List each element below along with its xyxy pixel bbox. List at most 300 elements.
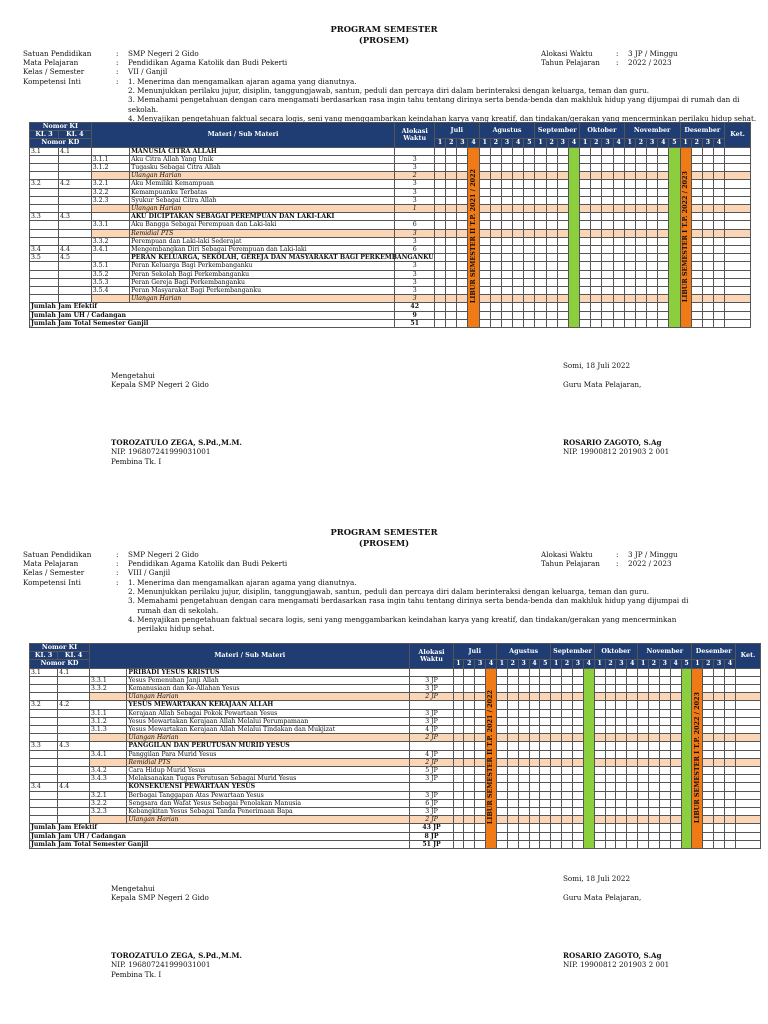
week-cell	[434, 303, 445, 311]
table-row	[30, 685, 761, 693]
kd-4: 4.4	[59, 246, 92, 254]
month-header: Agustus	[479, 123, 535, 139]
alokasi-cell: 3 JP	[410, 791, 453, 799]
week-cell	[624, 188, 635, 196]
kd-4	[58, 758, 90, 766]
month-header: Oktober	[580, 123, 625, 139]
table-row	[30, 188, 751, 196]
kd-3	[30, 734, 58, 742]
week-cell	[518, 799, 529, 807]
week-cell	[572, 685, 583, 693]
week-cell	[479, 319, 490, 327]
sub-kd: 3.3.1	[91, 221, 129, 229]
alokasi-cell: 6 JP	[410, 799, 453, 807]
week-cell	[714, 775, 725, 783]
week-cell	[529, 676, 540, 684]
week-cell	[446, 295, 457, 303]
nomor-kd-header: Nomor KD	[30, 660, 90, 668]
ki-item: 4. Menyajikan pengetahuan faktual secara logis, seni yang menggambarkan keindahan karya yang kreatif, dan tindakan/gerakan yang mencerminkan	[128, 614, 677, 624]
materi-cell: Ulangan Harian	[130, 172, 395, 180]
week-cell	[457, 196, 468, 204]
week-cell	[551, 758, 562, 766]
week-cell	[691, 147, 702, 155]
week-cell	[659, 808, 670, 816]
week-cell	[658, 237, 669, 245]
week-cell	[703, 808, 714, 816]
week-number: 3	[475, 660, 486, 668]
week-cell	[624, 164, 635, 172]
week-cell	[702, 262, 713, 270]
table-row	[30, 693, 761, 701]
month-header: Juli	[453, 644, 496, 660]
week-cell	[529, 709, 540, 717]
week-cell	[446, 287, 457, 295]
week-cell	[546, 221, 557, 229]
week-cell	[479, 172, 490, 180]
week-cell	[647, 213, 658, 221]
week-cell	[616, 709, 627, 717]
alokasi-cell: 4 JP	[410, 726, 453, 734]
week-cell	[562, 767, 573, 775]
week-cell	[535, 147, 546, 155]
week-number: 4	[513, 139, 524, 147]
week-cell	[613, 229, 624, 237]
materi-cell: Tugasku Sebagai Citra Allah	[130, 164, 395, 172]
alokasi-cell: 6	[395, 246, 435, 254]
week-cell	[496, 717, 507, 725]
week-cell	[551, 717, 562, 725]
week-cell	[551, 840, 562, 848]
kd-4	[58, 676, 90, 684]
week-cell	[602, 246, 613, 254]
alokasi-cell	[410, 668, 453, 676]
week-number: 5	[681, 660, 692, 668]
tahun-value: 2022 / 2023	[628, 559, 672, 569]
week-cell	[434, 221, 445, 229]
week-cell	[557, 295, 568, 303]
week-cell	[713, 205, 724, 213]
week-cell	[635, 180, 646, 188]
month-header: November	[638, 644, 692, 660]
week-cell	[613, 303, 624, 311]
week-cell	[702, 319, 713, 327]
ket-header: Ket.	[735, 644, 760, 669]
week-cell	[691, 278, 702, 286]
week-cell	[475, 676, 486, 684]
materi-cell: Aku Citra Allah Yang Unik	[130, 155, 395, 163]
week-cell	[551, 808, 562, 816]
week-cell	[670, 783, 681, 791]
week-cell	[518, 791, 529, 799]
week-cell	[551, 701, 562, 709]
week-cell	[613, 155, 624, 163]
week-cell	[551, 824, 562, 832]
week-cell	[714, 726, 725, 734]
week-cell	[635, 270, 646, 278]
week-cell	[496, 824, 507, 832]
table-row	[30, 278, 751, 286]
week-cell	[457, 188, 468, 196]
week-cell	[658, 254, 669, 262]
alokasi-cell: 5 JP	[410, 767, 453, 775]
week-cell	[540, 726, 551, 734]
week-cell	[562, 693, 573, 701]
week-cell	[529, 808, 540, 816]
week-cell	[457, 213, 468, 221]
week-cell	[703, 791, 714, 799]
week-cell	[490, 311, 501, 319]
alokasi-cell	[410, 783, 453, 791]
week-cell	[659, 758, 670, 766]
week-cell	[453, 783, 464, 791]
week-cell	[540, 693, 551, 701]
week-cell	[702, 254, 713, 262]
week-cell	[714, 750, 725, 758]
table-row	[30, 172, 751, 180]
week-cell	[546, 188, 557, 196]
week-cell	[524, 196, 535, 204]
week-cell	[540, 840, 551, 848]
week-cell	[475, 832, 486, 840]
ket-cell	[725, 254, 751, 262]
week-cell	[529, 717, 540, 725]
week-cell	[649, 767, 660, 775]
week-cell	[702, 188, 713, 196]
week-cell	[714, 816, 725, 824]
week-cell	[557, 319, 568, 327]
week-cell	[691, 319, 702, 327]
week-cell	[658, 229, 669, 237]
week-number: 1	[434, 139, 445, 147]
week-cell	[713, 172, 724, 180]
sub-kd	[91, 172, 129, 180]
week-cell	[524, 221, 535, 229]
week-cell	[546, 287, 557, 295]
week-cell	[535, 180, 546, 188]
week-cell	[457, 287, 468, 295]
week-cell	[501, 262, 512, 270]
table-row	[30, 221, 751, 229]
week-cell	[518, 816, 529, 824]
alokasi-value: 3 JP / Minggu	[628, 49, 678, 58]
week-cell	[518, 808, 529, 816]
week-cell	[638, 767, 649, 775]
week-cell	[457, 164, 468, 172]
sub-kd: 3.5.1	[91, 262, 129, 270]
kd-3: 3.3	[30, 213, 59, 221]
week-cell	[725, 685, 736, 693]
week-cell	[638, 726, 649, 734]
alokasi-cell: 3	[395, 188, 435, 196]
week-cell	[658, 246, 669, 254]
week-cell	[540, 775, 551, 783]
week-cell	[659, 726, 670, 734]
ket-cell	[725, 213, 751, 221]
week-cell	[453, 824, 464, 832]
week-cell	[691, 164, 702, 172]
week-cell	[490, 246, 501, 254]
week-cell	[659, 717, 670, 725]
table-row	[30, 775, 761, 783]
libur-2021-label: LIBUR SEMESTER II T.P. 2021 / 2022	[468, 169, 477, 304]
week-cell	[616, 701, 627, 709]
week-cell	[638, 750, 649, 758]
week-cell	[572, 824, 583, 832]
week-cell	[572, 832, 583, 840]
week-number: 2	[703, 660, 714, 668]
week-cell	[647, 303, 658, 311]
week-cell	[658, 155, 669, 163]
week-cell	[635, 188, 646, 196]
alokasi-cell: 3	[395, 287, 435, 295]
prosem-table	[29, 122, 751, 328]
week-cell	[475, 750, 486, 758]
week-cell	[658, 287, 669, 295]
week-cell	[624, 205, 635, 213]
alokasi-cell	[395, 147, 435, 155]
week-cell	[702, 295, 713, 303]
week-cell	[501, 155, 512, 163]
week-cell	[513, 164, 524, 172]
week-cell	[457, 270, 468, 278]
materi-cell: Kemampuanku Terbatas	[130, 188, 395, 196]
alokasi-cell: 2 JP	[410, 758, 453, 766]
kl4-header: KI. 4	[59, 131, 92, 139]
ki-list	[128, 578, 768, 633]
week-cell	[714, 693, 725, 701]
pts-band	[583, 668, 594, 848]
week-cell	[580, 270, 591, 278]
week-cell	[602, 229, 613, 237]
prosem-table	[29, 643, 761, 849]
week-number: 1	[692, 660, 703, 668]
table-row	[30, 287, 751, 295]
week-cell	[557, 196, 568, 204]
week-cell	[591, 278, 602, 286]
week-cell	[546, 319, 557, 327]
sub-kd	[90, 742, 127, 750]
week-cell	[670, 693, 681, 701]
materi-cell: AKU DICIPTAKAN SEBAGAI PEREMPUAN DAN LAKI-LAKI	[130, 213, 395, 221]
ket-cell	[735, 742, 760, 750]
week-cell	[518, 668, 529, 676]
table-row	[30, 270, 751, 278]
week-cell	[670, 816, 681, 824]
materi-cell: YESUS MEWARTAKAN KERAJAAN ALLAH	[127, 701, 410, 709]
week-number: 4	[613, 139, 624, 147]
alokasi-cell	[410, 742, 453, 750]
week-cell	[572, 840, 583, 848]
week-cell	[572, 799, 583, 807]
week-cell	[540, 734, 551, 742]
week-cell	[518, 717, 529, 725]
week-cell	[501, 180, 512, 188]
week-cell	[496, 750, 507, 758]
alokasi-cell: 3	[395, 237, 435, 245]
week-cell	[714, 734, 725, 742]
week-cell	[602, 311, 613, 319]
week-cell	[670, 799, 681, 807]
week-cell	[714, 791, 725, 799]
week-cell	[613, 237, 624, 245]
week-cell	[557, 270, 568, 278]
kepala-name: TOROZATULO ZEGA, S.Pd.,M.M.	[111, 437, 242, 447]
week-cell	[591, 180, 602, 188]
materi-cell: Berbagai Tanggapan Atas Pewartaan Yesus	[127, 791, 410, 799]
ket-cell	[735, 799, 760, 807]
week-cell	[496, 840, 507, 848]
week-cell	[649, 840, 660, 848]
week-cell	[627, 709, 638, 717]
alokasi-cell: 3	[395, 229, 435, 237]
week-cell	[457, 262, 468, 270]
week-cell	[475, 824, 486, 832]
week-cell	[647, 155, 658, 163]
kd-4: 4.1	[59, 147, 92, 155]
week-cell	[703, 750, 714, 758]
week-cell	[635, 205, 646, 213]
week-cell	[457, 237, 468, 245]
materi-cell: Peran Sekolah Bagi Perkembanganku	[130, 270, 395, 278]
week-cell	[513, 270, 524, 278]
week-cell	[691, 287, 702, 295]
total-row	[30, 319, 751, 327]
week-cell	[513, 213, 524, 221]
sub-kd: 3.3.2	[90, 685, 127, 693]
week-cell	[557, 180, 568, 188]
total-value: 42	[395, 303, 435, 311]
total-label: Jumlah Jam UH / Cadangan	[30, 311, 395, 319]
week-cell	[649, 808, 660, 816]
week-cell	[714, 832, 725, 840]
week-cell	[624, 213, 635, 221]
week-cell	[591, 164, 602, 172]
week-cell	[647, 172, 658, 180]
week-cell	[475, 742, 486, 750]
week-cell	[453, 726, 464, 734]
week-cell	[713, 270, 724, 278]
week-cell	[551, 816, 562, 824]
week-cell	[647, 278, 658, 286]
week-cell	[591, 221, 602, 229]
week-cell	[446, 270, 457, 278]
week-cell	[540, 816, 551, 824]
week-cell	[602, 287, 613, 295]
week-cell	[602, 262, 613, 270]
week-cell	[659, 840, 670, 848]
kd-3	[30, 155, 59, 163]
week-cell	[594, 824, 605, 832]
week-cell	[464, 717, 475, 725]
week-cell	[479, 303, 490, 311]
week-cell	[594, 726, 605, 734]
week-cell	[562, 775, 573, 783]
week-cell	[535, 164, 546, 172]
week-cell	[591, 172, 602, 180]
week-cell	[518, 750, 529, 758]
week-cell	[649, 783, 660, 791]
kd-4: 4.1	[58, 668, 90, 676]
week-cell	[540, 676, 551, 684]
week-cell	[557, 147, 568, 155]
week-number: 3	[714, 660, 725, 668]
week-cell	[453, 808, 464, 816]
week-cell	[479, 205, 490, 213]
week-cell	[638, 676, 649, 684]
week-cell	[551, 742, 562, 750]
week-cell	[580, 246, 591, 254]
week-cell	[702, 221, 713, 229]
week-cell	[714, 701, 725, 709]
colon: :	[116, 67, 119, 77]
alokasi-cell: 1	[395, 205, 435, 213]
week-cell	[529, 734, 540, 742]
week-cell	[713, 155, 724, 163]
sub-kd: 3.2.2	[90, 799, 127, 807]
week-cell	[546, 196, 557, 204]
kd-3	[30, 237, 59, 245]
week-cell	[446, 188, 457, 196]
week-cell	[649, 816, 660, 824]
week-cell	[501, 311, 512, 319]
materi-cell: Mengembangkan Diri Sebagai Perempuan dan Laki-laki	[130, 246, 395, 254]
week-cell	[591, 229, 602, 237]
week-cell	[658, 278, 669, 286]
guru-name: ROSARIO ZAGOTO, S.Ag	[563, 950, 662, 960]
week-cell	[594, 832, 605, 840]
week-cell	[591, 147, 602, 155]
ki-item: rumah dan di sekolah.	[128, 605, 219, 615]
week-cell	[714, 799, 725, 807]
week-cell	[702, 196, 713, 204]
week-cell	[703, 701, 714, 709]
week-cell	[602, 196, 613, 204]
week-cell	[616, 791, 627, 799]
week-cell	[725, 816, 736, 824]
week-cell	[535, 278, 546, 286]
week-cell	[658, 213, 669, 221]
sub-kd: 3.2.1	[91, 180, 129, 188]
week-number: 2	[649, 660, 660, 668]
week-cell	[605, 750, 616, 758]
materi-cell: Kemanusiaan dan Ke-Allahan Yesus	[127, 685, 410, 693]
week-cell	[572, 816, 583, 824]
materi-cell: Panggilan Para Murid Yesus	[127, 750, 410, 758]
table-row	[30, 668, 761, 676]
week-cell	[613, 172, 624, 180]
total-value: 51 JP	[410, 840, 453, 848]
week-cell	[580, 287, 591, 295]
sub-kd: 3.5.3	[91, 278, 129, 286]
week-number: 2	[490, 139, 501, 147]
week-cell	[714, 685, 725, 693]
week-cell	[524, 311, 535, 319]
week-cell	[507, 701, 518, 709]
month-header: Oktober	[594, 644, 637, 660]
week-cell	[594, 767, 605, 775]
week-cell	[624, 270, 635, 278]
table-row	[30, 254, 751, 262]
sub-kd: 3.4.3	[90, 775, 127, 783]
week-cell	[691, 155, 702, 163]
week-cell	[725, 767, 736, 775]
week-cell	[713, 213, 724, 221]
week-cell	[501, 295, 512, 303]
week-cell	[479, 229, 490, 237]
week-cell	[490, 155, 501, 163]
colon: :	[616, 58, 619, 68]
week-cell	[535, 188, 546, 196]
